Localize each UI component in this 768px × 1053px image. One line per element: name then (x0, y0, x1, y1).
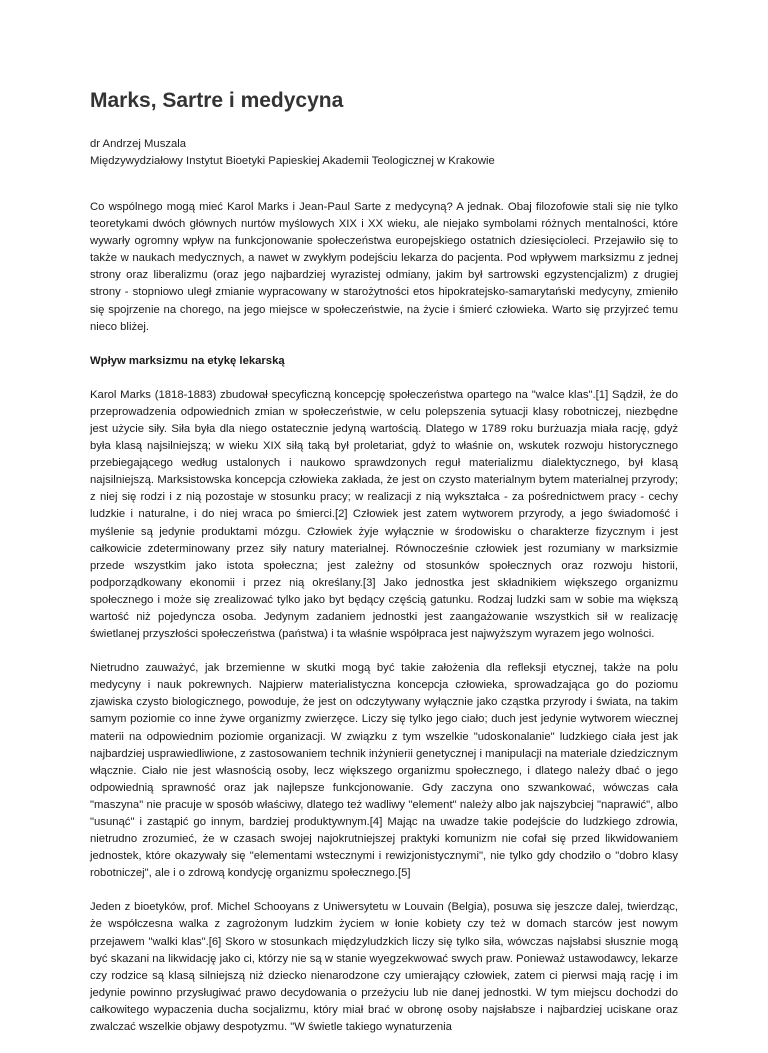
body-paragraph-2: Nietrudno zauważyć, jak brzemienne w skutki mogą być takie założenia dla refleksji etycznej, także na polu medycyny i nauk pokrewnych. Najpierw materialistyczna koncepcja człowieka, sprowadzająca go do poziomu zjawiska czysto biologicznego, powoduje, że jest on odczytywany wyłącznie jako cząstka przyrody i świata, na takim samym poziomie co inne żywe organizmy zwierzęce. Liczy się tylko jego ciało; duch jest jedynie wytworem wiecznej materii na odpowiednim poziomie organizacji. W związku z tym wszelkie "udoskonalanie" ludzkiego ciała jest jak najbardziej usprawiedliwione, z zastosowaniem technik inżynierii genetycznej i manipulacji na materiale dziedzicznym włącznie. Ciało nie jest własnością osoby, lecz większego organizmu społecznego, i dlatego należy dbać o jego odpowiednią sprawność oraz jak najlepsze funkcjonowanie. Gdy zaczyna ono szwankować, wówczas cała "maszyna" nie pracuje w sposób właściwy, dlatego też wadliwy "element" należy albo jak najszybciej "naprawić", albo "usunąć" i zastąpić go innym, bardziej produktywnym.[4] Mając na uwadze takie podejście do ludzkiego zdrowia, nietrudno zrozumieć, że w czasach swojej najokrutniejszej praktyki komunizm nie cofał się przed likwidowaniem jednostek, które okazywały się "elementami wstecznymi i rewizjonistycznymi", nie tylko gdy chodziło o "dobro klasy robotniczej", ale i o zdrową kondycję organizmu społecznego.[5] (90, 662, 678, 880)
body-paragraph-3: Jeden z bioetyków, prof. Michel Schooyans z Uniwersytetu w Louvain (Belgia), posuwa się jeszcze dalej, twierdząc, że współczesna walka z zagrożonym ludzkim życiem w łonie kobiety czy też w domach starców jest nowym przejawem "walki klas".[6] Skoro w stosunkach międzyludzkich liczy się tylko siła, wówczas najsłabsi słusznie mogą być skazani na likwidację jako ci, którzy nie są w stanie wyegzekwować swych praw. Ponieważ ustawodawcy, lekarze czy rodzice są klasą silniejszą niż dziecko nienarodzone czy umierający człowiek, zatem ci pierwsi mają rację i im jedynie powinno przysługiwać prawo decydowania o przeżyciu lub nie danej jednostki. W tym miejscu dochodzi do całkowitego wypaczenia ducha socjalizmu, który miał brać w obronę osoby najsłabsze i najbardziej uciskane oraz zwalczać wszelkie objawy despotyzmu. "W świetle takiego wynaturzenia (90, 901, 678, 1034)
body-paragraph-1: Karol Marks (1818-1883) zbudował specyficzną koncepcję społeczeństwa opartego na "walce klas".[1] Sądził, że do przeprowadzenia odpowiednich zmian w społeczeństwie, w celu polepszenia sytuacji klasy robotniczej, niezbędne jest użycie siły. Siła była dla niego ostatecznie jedyną wartością. Dlatego w 1789 roku burżuazja miała rację, gdyż była klasą najsilniejszą; w wieku XIX siłą taką był proletariat, gdyż to właśnie on, wskutek rozwoju historycznego przebiegającego według ustalonych i naukowo sprawdzonych reguł materializmu dialektycznego, był klasą najsilniejszą. Marksistowska koncepcja człowieka zakłada, że jest on czysto materialnym bytem materialnej przyrody; z niej się rodzi i z nią pozostaje w stosunku pracy; w realizacji z nią wykształca - za pośrednictwem pracy - cechy ludzkie i naturalne, i do niej wraca po śmierci.[2] Człowiek jest zatem wytworem przyrody, a jego świadomość i myślenie są jedynie produktami mózgu. Człowiek żyje wyłącznie w środowisku o charakterze fizycznym i jest całkowicie zdeterminowany przez siły natury materialnej. Równocześnie człowiek jest rozumiany w marksizmie przede wszystkim jako istota społeczna; jest zależny od stosunków społecznych oraz rozwoju historii, podporządkowany ekonomii i przez nią określany.[3] Jako jednostka jest składnikiem większego organizmu społecznego i może się zrealizować tylko jako byt będący częścią gatunku. Rodzaj ludzki sam w sobie ma większą wartość niż pojedyncza osoba. Jedynym zadaniem jednostki jest zaangażowanie wszystkich sił w realizację świetlanej przyszłości społeczeństwa (państwa) i ta właśnie współpraca jest najwyższym wyrazem jego wolności. (90, 388, 678, 641)
section-heading: Wpływ marksizmu na etykę lekarską (90, 354, 285, 367)
document-title: Marks, Sartre i medycyna (90, 89, 344, 112)
author-name: dr Andrzej Muszala (90, 138, 187, 150)
intro-paragraph: Co wspólnego mogą mieć Karol Marks i Jean-Paul Sarte z medycyną? A jednak. Obaj filozofowie stali się nie tylko teoretykami dwóch głównych nurtów myślowych XIX i XX wieku, ale niejako symbolami różnych mentalności, które wywarły ogromny wpływ na funkcjonowanie społeczeństwa europejskiego ostatnich dziesięcioleci. Przejawiło się to także w naukach medycznych, a nawet w zwykłym podejściu lekarza do pacjenta. Pod wpływem marksizmu z jednej strony oraz liberalizmu (oraz jego najbardziej wyrazistej odmiany, jakim był sartrowski egzystencjalizm) z drugiej strony - stopniowo uległ zmianie wypracowany w starożytności etos hipokratejsko-samarytański medycyny, zmieniło się spojrzenie na chorego, na jego miejsce w społeczeństwie, na życie i śmierć człowieka. Warto się przyjrzeć temu nieco bliżej. (90, 201, 678, 333)
author-affiliation: Międzywydziałowy Instytut Bioetyki Papieskiej Akademii Teologicznej w Krakowie (90, 155, 495, 167)
document-page (90, 88, 678, 1053)
